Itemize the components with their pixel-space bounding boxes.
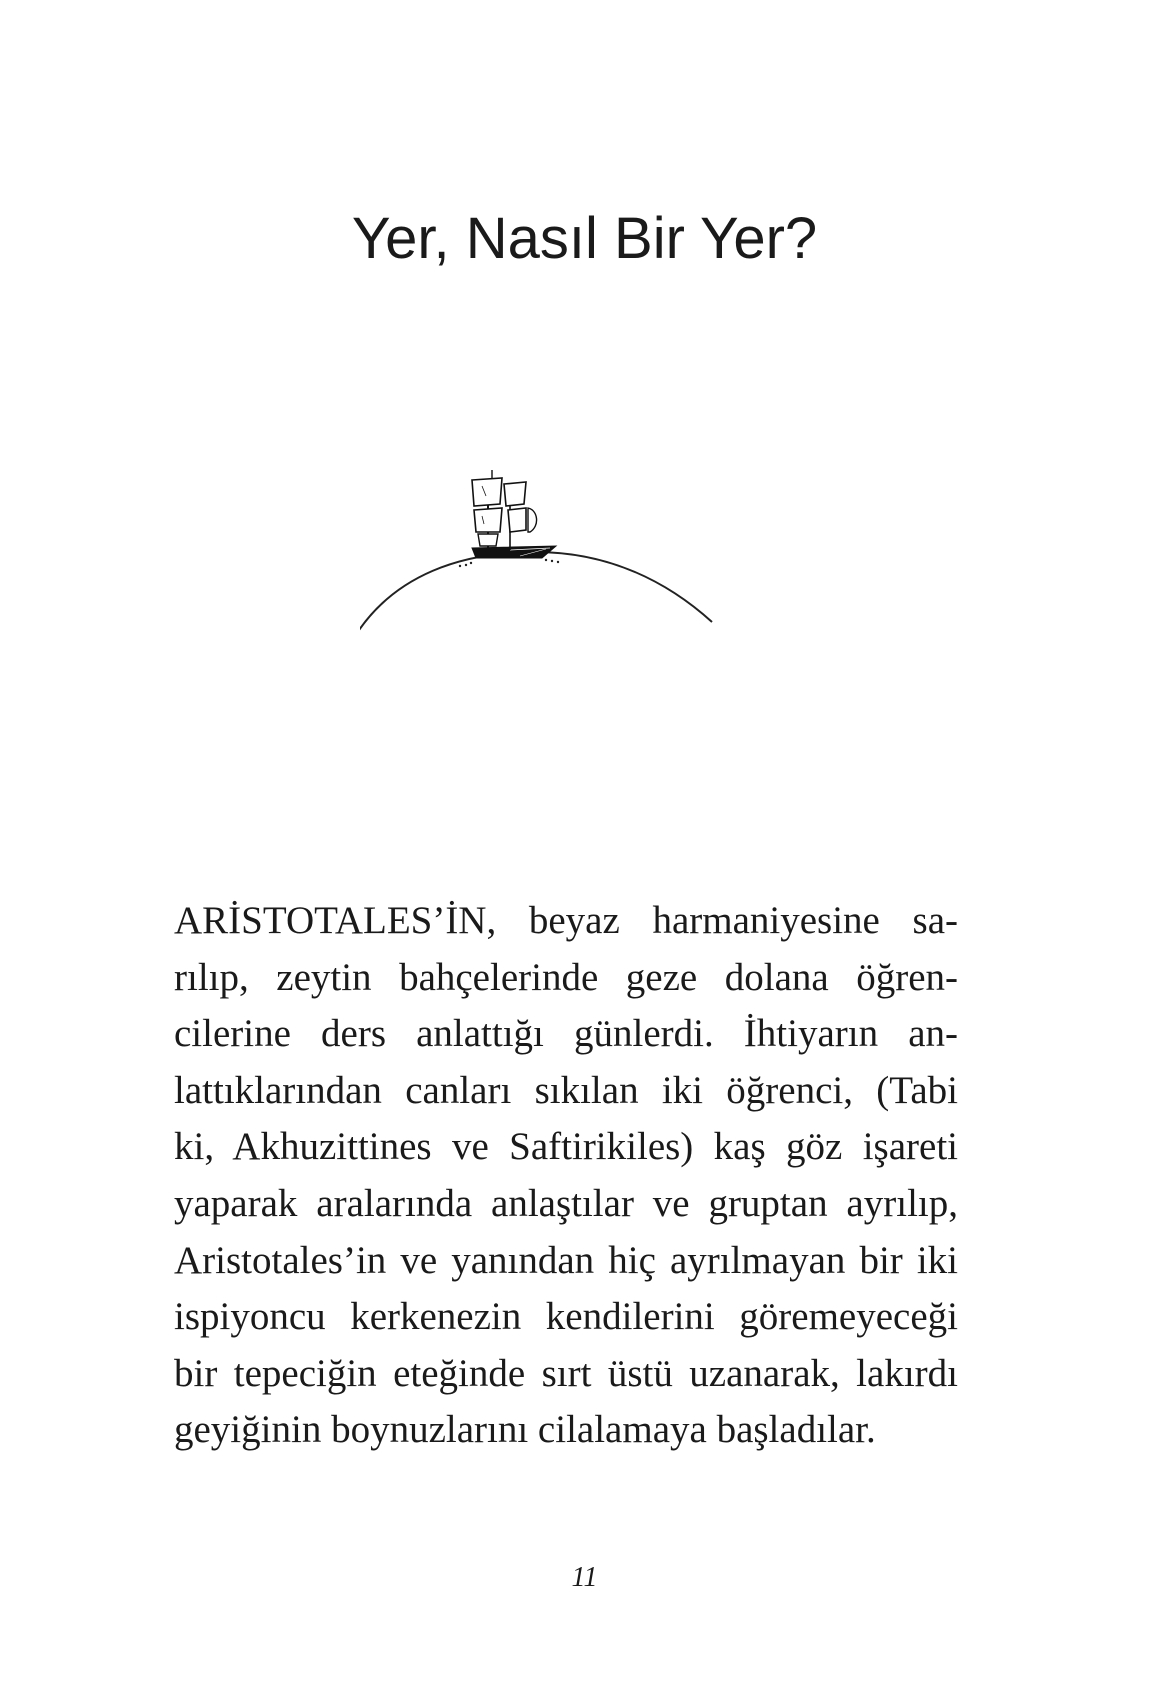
body-line-1: ARİSTOTALES’İN, beyaz harmaniyesine sa-	[174, 899, 958, 942]
body-line-4: lattıklarından canları sıkılan iki öğrenci, (Tabi	[174, 1068, 958, 1112]
body-line-5: ki, Akhuzittines ve Saftirikiles) kaş göz işareti	[174, 1125, 958, 1169]
body-line-3: cilerine ders anlattığı günlerdi. İhtiyarın an-	[174, 1012, 958, 1056]
body-line-10: geyiğinin boynuzlarını cilalamaya başladılar.	[174, 1408, 876, 1452]
chapter-body-paragraph	[174, 893, 958, 1459]
body-line-7: Aristotales’in ve yanından hiç ayrılmayan bir iki	[174, 1238, 958, 1282]
page-number: 11	[571, 1562, 598, 1593]
body-line-2: rılıp, zeytin bahçelerinde geze dolana öğren-	[174, 955, 958, 999]
body-line-6: yaparak aralarında anlaştılar ve gruptan ayrılıp,	[174, 1181, 958, 1225]
ship-on-globe-icon	[360, 470, 760, 710]
chapter-title: Yer, Nasıl Bir Yer?	[351, 206, 818, 271]
body-line-9: bir tepeciğin eteğinde sırt üstü uzanarak, lakırdı	[174, 1351, 958, 1395]
body-line-8: ispiyoncu kerkenezin kendilerini göremeyeceği	[174, 1295, 958, 1339]
